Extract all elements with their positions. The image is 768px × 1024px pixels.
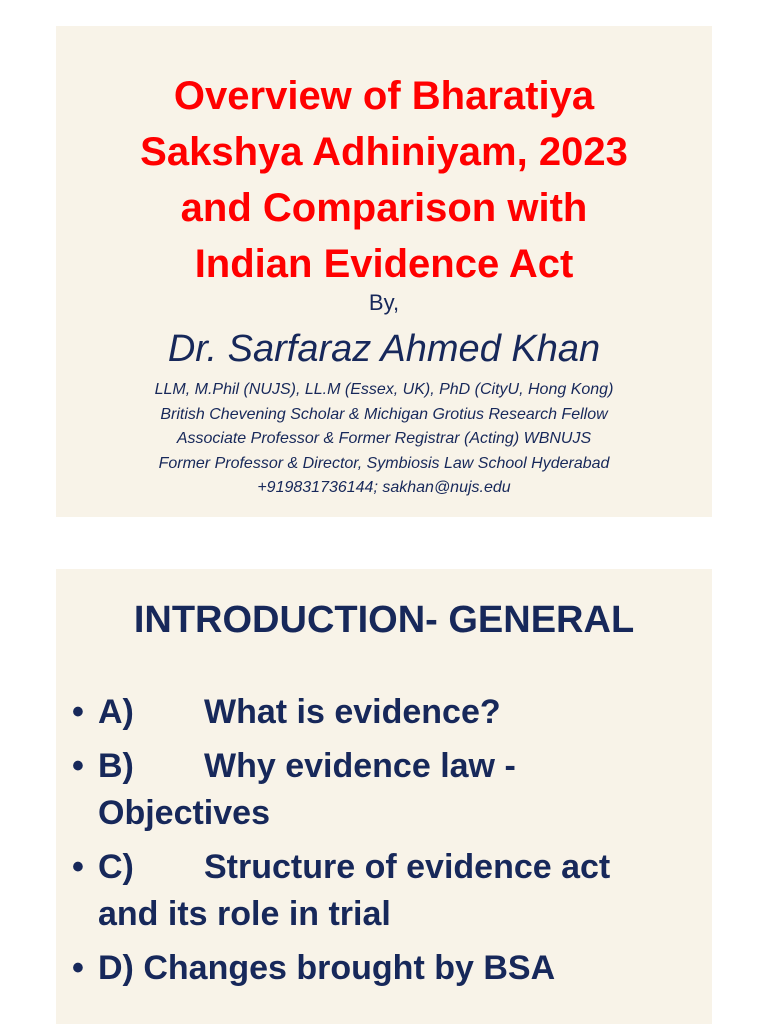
bullet-continuation: Objectives — [98, 794, 270, 832]
by-label: By, — [368, 290, 400, 315]
bullet-label: B) — [98, 747, 134, 785]
title-line: Overview of Bharatiya — [173, 74, 595, 118]
bullet-item-c — [72, 844, 702, 938]
title-line: and Comparison with — [180, 186, 588, 230]
bullet-dot: • — [72, 747, 84, 785]
credential-line: Associate Professor & Former Registrar (Acting) WBNUJS — [176, 430, 592, 448]
slide-title — [56, 68, 712, 292]
bullet-label: D) — [98, 949, 134, 987]
credential-line: British Chevening Scholar & Michigan Grotius Research Fellow — [160, 405, 608, 423]
title-line: Sakshya Adhiniyam, 2023 — [140, 130, 628, 174]
bullet-text: Why evidence law - — [204, 747, 516, 785]
author-credentials — [56, 378, 712, 501]
bullet-text: Structure of evidence act — [204, 848, 611, 886]
bullet-label: A) — [98, 693, 134, 731]
title-slide — [56, 26, 712, 517]
bullet-dot: • — [72, 949, 84, 987]
contact-line: +919831736144; sakhan@nujs.edu — [257, 479, 511, 497]
bullet-item-d — [72, 945, 702, 992]
bullet-continuation: and its role in trial — [98, 895, 391, 933]
slide-heading: INTRODUCTION- GENERAL — [133, 599, 635, 641]
bullet-dot: • — [72, 848, 84, 886]
introduction-slide — [56, 569, 712, 1024]
author-name: Dr. Sarfaraz Ahmed Khan — [167, 328, 601, 370]
credential-line: LLM, M.Phil (NUJS), LL.M (Essex, UK), PhD (CityU, Hong Kong) — [154, 381, 614, 398]
bullet-item-a — [72, 689, 702, 736]
credential-line: Former Professor & Director, Symbiosis Law School Hyderabad — [158, 454, 610, 472]
bullet-label: C) — [98, 848, 134, 886]
bullet-dot: • — [72, 693, 84, 731]
bullet-list — [72, 689, 702, 999]
title-line: Indian Evidence Act — [194, 242, 574, 286]
bullet-item-b — [72, 743, 702, 837]
bullet-text: What is evidence? — [204, 693, 501, 731]
bullet-text: Changes brought by BSA — [143, 949, 556, 987]
